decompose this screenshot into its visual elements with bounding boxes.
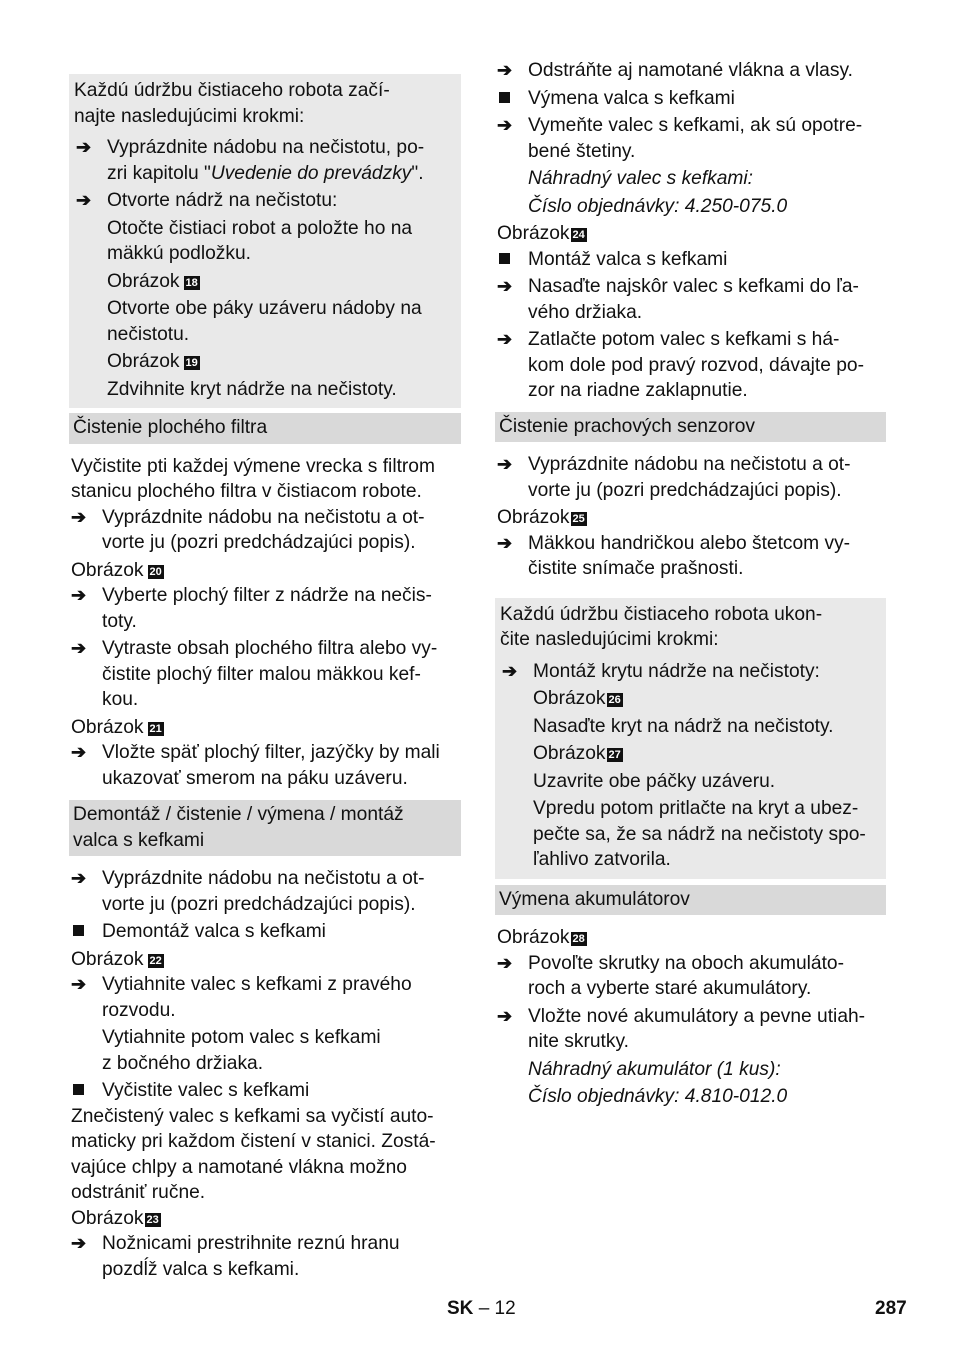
arrow-icon: ➔ <box>497 60 513 80</box>
arrow-icon: ➔ <box>76 190 92 210</box>
maintenance-start-box <box>69 74 461 408</box>
list-item: ➔ Vložte nové akumulátory a pevne utiah- nite skrutky. <box>497 1005 866 1052</box>
figure-number-badge: 28 <box>572 933 585 945</box>
sub-step: Uzavrite obe páčky uzáveru. <box>533 770 776 792</box>
list-item: ➔ Povoľte skrutky na oboch akumuláto- roch a vyberte staré akumulátory. <box>497 952 844 999</box>
list-item: ➔ Mäkkou handričkou alebo štetcom vy- čistite snímače prašnosti. <box>497 532 851 579</box>
maintenance-end-box <box>495 598 886 879</box>
list-item: ➔ Vyprázdnite nádobu na nečistotu a ot- vorte ju (pozri predchádzajúci popis). <box>71 506 425 553</box>
figure-number-badge: 27 <box>608 749 621 761</box>
list-item: Demontáž valca s kefkami <box>69 919 461 945</box>
figure-number-badge: 20 <box>149 565 162 578</box>
figure-number-badge: 24 <box>572 229 585 241</box>
arrow-icon: ➔ <box>71 585 87 605</box>
list-item: Vyčistite valec s kefkami <box>69 1078 461 1104</box>
section-page-number: – 12 <box>478 1298 516 1319</box>
list-item: ➔ Otvorte nádrž na nečistotu: <box>74 188 457 214</box>
footer-language-page <box>447 1296 516 1322</box>
figure-ref: Obrázok 20 <box>71 559 162 581</box>
arrow-icon: ➔ <box>71 506 87 527</box>
left-column <box>69 58 461 1282</box>
list-item: ➔ Montáž krytu nádrže na nečistoty: <box>500 659 882 685</box>
figure-number-badge: 23 <box>146 1213 159 1226</box>
list-item: ➔ Vyprázdnite nádobu na nečistotu, po- zri kapitolu "Uvedenie do prevádzky". <box>76 137 425 184</box>
arrow-icon: ➔ <box>76 137 92 157</box>
figure-number-badge: 21 <box>149 722 162 735</box>
arrow-icon: ➔ <box>497 454 513 474</box>
spare-part-info: Náhradný akumulátor (1 kus): Číslo objednávky: 4.810-012.0 <box>528 1058 788 1107</box>
list-item: ➔ Vložte späť plochý filter, jazýčky by mali ukazovať smerom na páku uzáveru. <box>71 742 440 789</box>
box-title-line: Každú údržbu čistiaceho robota ukon- <box>500 603 823 625</box>
box-title-line: čite nasledujúcimi krokmi: <box>500 629 719 650</box>
list-item: ➔ Vymeňte valec s kefkami, ak sú opotre- bené štetiny. <box>497 115 863 162</box>
figure-ref: Obrázok 19 <box>107 351 198 372</box>
paragraph: Vyčistite pti každej výmene vrecka s filtrom stanicu plochého filtra v čistiacom robote. <box>71 455 435 502</box>
figure-ref: Obrázok 18 <box>107 270 198 292</box>
list-item: ➔ Odstráňte aj namotané vlákna a vlasy. <box>495 58 886 84</box>
arrow-icon: ➔ <box>71 1233 87 1253</box>
arrow-icon: ➔ <box>497 532 513 553</box>
paragraph: Znečistený valec s kefkami sa vyčistí auto- maticky pri každom čistení v stanici. Zostá- vajúce chlpy a namotané vlákna možno odstrániť ručne. <box>71 1105 436 1203</box>
figure-number-badge: 22 <box>149 954 162 967</box>
language-code: SK <box>447 1298 474 1319</box>
list-item: ➔ Zatlačte potom valec s kefkami s há- kom dole pod pravý rozvod, dávajte po- zor na riadne zaklapnutie. <box>497 329 864 401</box>
sub-step: Vpredu potom pritlačte na kryt a ubez- pečte sa, že sa nádrž na nečistoty spo- ľahlivo zatvorila. <box>533 798 866 870</box>
figure-ref: Obrázok 24 <box>497 223 585 244</box>
figure-number-badge: 25 <box>572 513 585 525</box>
figure-ref: Obrázok 25 <box>497 507 585 528</box>
page-number: 287 <box>875 1298 907 1319</box>
arrow-icon: ➔ <box>497 329 513 349</box>
section-heading-brush-roller: Demontáž / čistenie / výmena / montáž valca s kefkami <box>69 800 461 856</box>
section-heading-batteries: Výmena akumulátorov <box>495 885 886 916</box>
figure-ref: Obrázok 22 <box>71 948 162 970</box>
box-title-line: Každú údržbu čistiaceho robota začí- <box>74 80 390 101</box>
section-heading-flat-filter: Čistenie plochého filtra <box>69 413 461 444</box>
square-bullet-icon <box>499 253 510 264</box>
right-column <box>495 58 886 1110</box>
arrow-icon: ➔ <box>497 952 513 973</box>
figure-number-badge: 19 <box>185 357 198 369</box>
spare-part-info: Náhradný valec s kefkami: Číslo objednávky: 4.250-075.0 <box>528 168 788 217</box>
arrow-icon: ➔ <box>497 115 513 135</box>
arrow-icon: ➔ <box>497 276 513 296</box>
arrow-icon: ➔ <box>71 974 87 994</box>
arrow-icon: ➔ <box>71 742 87 762</box>
figure-number-badge: 18 <box>185 276 198 289</box>
sub-step: Zdvihnite kryt nádrže na nečistoty. <box>107 378 397 400</box>
arrow-icon: ➔ <box>497 1005 513 1026</box>
sub-step: Otvorte obe páky uzáveru nádoby na nečistotu. <box>107 298 422 345</box>
figure-ref: Obrázok 28 <box>497 927 585 948</box>
list-item: ➔ Vytraste obsah plochého filtra alebo vy- čistite plochý filter malou mäkkou kef- kou. <box>71 638 438 710</box>
list-item: ➔ Nasaďte najskôr valec s kefkami do ľa- vého držiaka. <box>497 276 859 323</box>
square-bullet-icon <box>73 1084 84 1095</box>
figure-number-badge: 26 <box>608 694 621 706</box>
sub-step: Nasaďte kryt na nádrž na nečistoty. <box>533 715 834 737</box>
list-item: ➔ Nožnicami prestrihnite reznú hranu pozdĺž valca s kefkami. <box>71 1233 400 1280</box>
arrow-icon: ➔ <box>71 638 87 658</box>
sub-step: Otočte čistiaci robot a položte ho na mäkkú podložku. <box>107 217 413 264</box>
box-title-line: najte nasledujúcimi krokmi: <box>74 105 305 127</box>
list-item: Výmena valca s kefkami <box>495 86 886 112</box>
sub-step: Vytiahnite potom valec s kefkami z bočného držiaka. <box>102 1027 381 1074</box>
list-item: ➔ Vyprázdnite nádobu na nečistotu a ot- vorte ju (pozri predchádzajúci popis). <box>71 868 425 915</box>
list-item: ➔ Vytiahnite valec s kefkami z pravého rozvodu. <box>71 974 412 1021</box>
figure-ref: Obrázok 23 <box>71 1207 159 1229</box>
arrow-icon: ➔ <box>71 868 87 888</box>
list-item: Montáž valca s kefkami <box>495 247 886 273</box>
list-item: ➔ Vyprázdnite nádobu na nečistotu a ot- vorte ju (pozri predchádzajúci popis). <box>497 454 851 501</box>
list-item: ➔ Vyberte plochý filter z nádrže na nečis- toty. <box>71 585 432 632</box>
figure-ref: Obrázok 26 <box>533 688 621 709</box>
section-heading-dust-sensors: Čistenie prachových senzorov <box>495 412 886 443</box>
square-bullet-icon <box>499 92 510 103</box>
figure-ref: Obrázok 27 <box>533 743 621 764</box>
arrow-icon: ➔ <box>502 660 518 681</box>
square-bullet-icon <box>73 925 84 936</box>
figure-ref: Obrázok 21 <box>71 716 162 738</box>
